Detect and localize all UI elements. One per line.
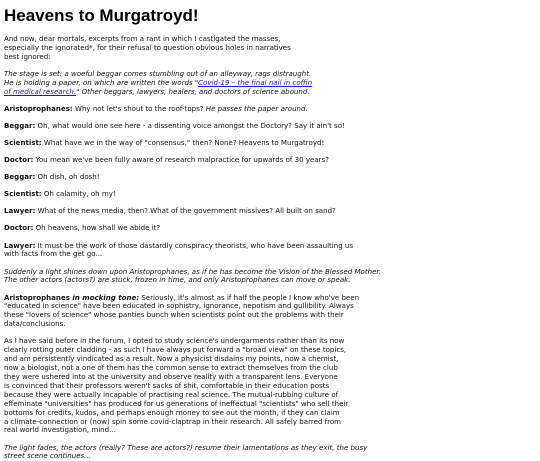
stage-line: Suddenly a light shines down upon Aristoprophanes, as if he has become the Vision of the Blessed Mother. (4, 266, 381, 276)
intro-line: best ignored: (4, 51, 51, 61)
dialogue-text: You mean we've been fully aware of research malpractice for upwards of 30 years? (33, 155, 329, 165)
body-line: clearly rotting outer cladding - as such I have always put forward a "broad view" on these topics, (4, 345, 347, 355)
long-paragraph (4, 337, 530, 435)
dialogue-text: It must be the work of those dastardly conspiracy theorists, who have been assaulting us (35, 240, 354, 250)
intro-line: And now, dear mortals, excerpts from a rant in which I castigated the masses, (4, 34, 281, 43)
speaker: Doctor: (4, 155, 34, 165)
body-line: they were ushered into at the university and observe reality with a transparent lens. Everyone (4, 372, 338, 381)
dialogue-text: What have we in the way of "consensus," then? None? Heavens to Murgatroyd! (41, 138, 325, 147)
stage-line: The other actors (actors?) are stuck, frozen in time, and only Aristoprophanes can move or speak. (4, 275, 351, 285)
body-line: bottoms for credits, kudos, and perhaps enough money to see out the month, if they can claim (4, 407, 340, 417)
speaker: Aristoprophanes (4, 292, 70, 302)
body-line: effeminate "universities" has produced for us generations of ineffectual "scientists" who sell their (4, 398, 349, 408)
dialogue-line (4, 156, 530, 165)
body-line: real world investigation, mind... (4, 425, 116, 435)
dialogue-text: Why not let's shout to the roof-tops? (72, 103, 206, 113)
dialogue-text: with facts from the get go... (4, 249, 103, 259)
speaker: Scientist: (4, 138, 42, 147)
dialogue-line (4, 207, 530, 216)
mocking-paragraph (4, 294, 530, 330)
intro-line: especially the ignorated*, for their refusal to question obvious holes in narratives (4, 42, 291, 52)
dialogue-line (4, 173, 530, 182)
body-line: As I have said before in the forum, I opted to study science's undergarments rather than its now (4, 336, 345, 346)
stage-direction-closing (4, 444, 530, 461)
body-line: and am persistently vindicated as a result. Now a physicist disdains my points, now a chemist, (4, 354, 339, 364)
stage-aside: He passes the paper around. (205, 103, 308, 113)
dialogue-line (4, 242, 530, 260)
body-line: now a biologist, not a one of them has the common sense to extract themselves from the club (4, 363, 338, 373)
dialogue-line (4, 105, 530, 114)
speaker: Aristoprophanes: (4, 103, 73, 113)
dialogue-line (4, 122, 530, 131)
dialogue-text: Oh dish, oh dosh! (35, 172, 100, 182)
speaker: Scientist: (4, 189, 42, 199)
dialogue-text: Oh calamity, oh my! (41, 189, 116, 199)
stage-direction-opening (4, 70, 530, 97)
speaker: Doctor: (4, 223, 34, 233)
stage-line: He is holding a paper, on which are written the words " (4, 77, 199, 87)
stage-line: The stage is set: a woeful beggar comes stumbling out of an alleyway, rags distraught. (4, 68, 312, 78)
body-line: a climate-connection or (now) spin some covid-claptrap in their research. All safely barred from (4, 416, 342, 426)
intro-paragraph (4, 35, 530, 62)
mocking-line: Seriously, it's almost as if half the people I know who've been (139, 292, 360, 302)
dialogue-line (4, 190, 530, 199)
dialogue-text: Oh heavens, how shall we abide it? (33, 223, 161, 233)
body-line: because they were actually incapable of practising real science. The mutual-rubbing culture of (4, 389, 339, 399)
stage-direction-vision (4, 268, 530, 286)
dialogue-text: Oh, what would one see here - a dissenting voice amongst the Doctory? Say it ain't so! (35, 120, 345, 130)
page-title: Heavens to Murgatroyd! (4, 6, 199, 25)
stage-line: " Other beggars, lawyers, healers, and doctors of science abound. (76, 86, 310, 96)
stage-line: street scene continues... (4, 451, 91, 461)
speaker: Lawyer: (4, 240, 36, 250)
dialogue-line (4, 224, 530, 233)
dialogue-line (4, 139, 530, 148)
dialogue-text: What of the news media, then? What of the government missives? All built on sand? (35, 206, 336, 216)
mocking-line: these "lovers of science" whose panties bunch when scientists point out the problems with their (4, 310, 344, 320)
speaker: Beggar: (4, 120, 36, 130)
body-line: is convinced that their professors weren't sacks of shit, comfortable in their education posts (4, 380, 330, 390)
covid-article-link[interactable]: Covid-19 – the final nail in coffin of medical research. (4, 77, 313, 96)
mocking-line: data/conclusions. (4, 319, 66, 329)
tone-label: in mocking tone: (69, 292, 140, 302)
mocking-line: "educated in science" have been educated in sophistry, ignorance, nepotism and gullibility. Always (4, 301, 354, 311)
speaker: Lawyer: (4, 206, 36, 216)
stage-line: The light fades, the actors (really? These are actors?) resume their lamentations as they exit, the busy (4, 442, 368, 452)
speaker: Beggar: (4, 172, 36, 182)
